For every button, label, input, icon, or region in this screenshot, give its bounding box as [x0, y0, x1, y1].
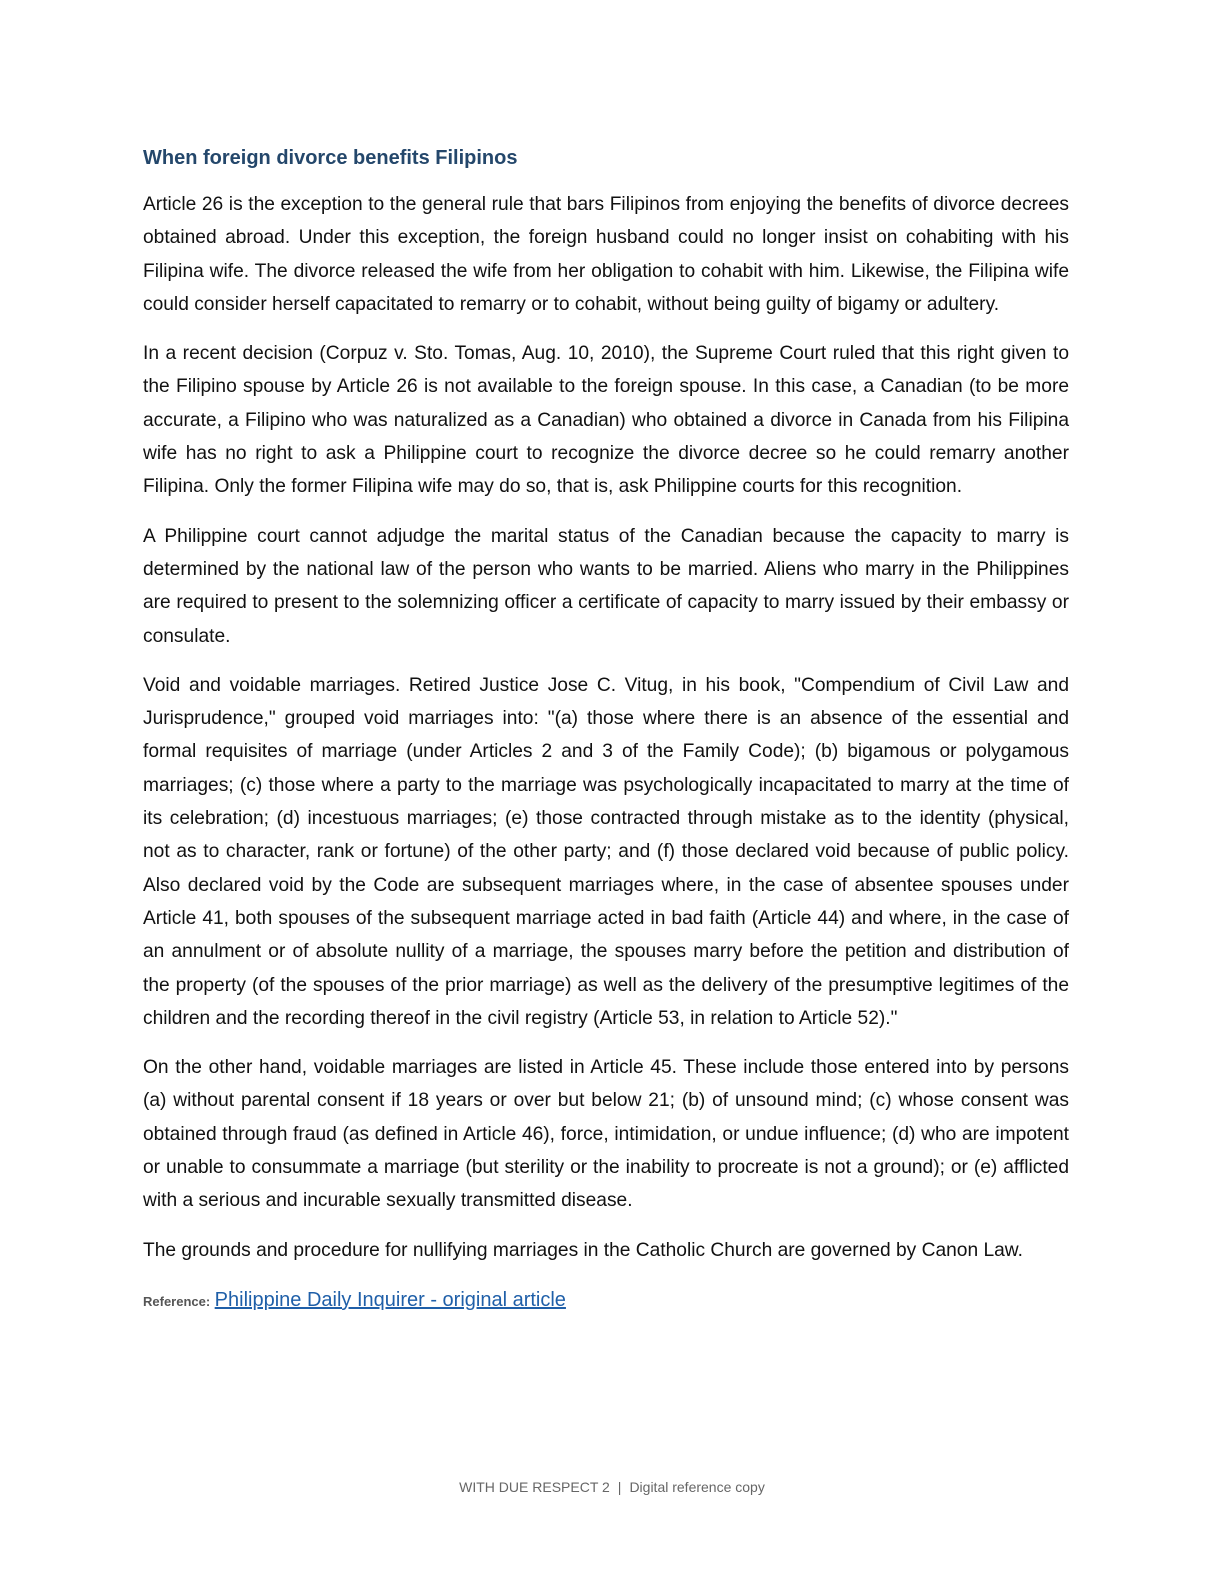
paragraph-voidable-marriages: On the other hand, voidable marriages are listed in Article 45. These include those entered into by persons (a) without parental consent if 18 years or over but below 21; (b) of unsound mind; (c) whose consent was obtained through fraud (as defined in Article 46), force, intimidation, or undue influence; (d) who are impotent or unable to consummate a marriage (but sterility or the inability to procreate is not a ground); or (e) afflicted with a serious and incurable sexually transmitted disease. — [143, 1057, 1069, 1212]
footer-note: Digital reference copy — [629, 1479, 765, 1495]
footer-separator: | — [617, 1479, 622, 1495]
reference-link[interactable]: Philippine Daily Inquirer - original article — [214, 1288, 566, 1311]
paragraph-article-26: Article 26 is the exception to the general rule that bars Filipinos from enjoying the benefits of divorce decrees obtained abroad. Under this exception, the foreign husband could no longer insist on cohabiting with his Filipina wife. The divorce released the wife from her obligation to cohabit with him. Likewise, the Filipina wife could consider herself capacitated to remarry or to cohabit, without being guilty of bigamy or adultery. — [143, 194, 1069, 315]
document-page — [143, 140, 1069, 1315]
paragraph-canon-law: The grounds and procedure for nullifying marriages in the Catholic Church are governed by Canon Law. — [143, 1239, 1023, 1261]
section-heading: When foreign divorce benefits Filipinos — [143, 147, 518, 169]
reference-line — [143, 1287, 1069, 1315]
reference-label: Reference: — [143, 1293, 211, 1309]
paragraph-void-marriages: Void and voidable marriages. Retired Justice Jose C. Vitug, in his book, "Compendium of Civil Law and Jurisprudence," grouped void marriages into: "(a) those where there is an absence of the essential and formal requisites of marriage (under Articles 2 and 3 of the Family Code); (b) bigamous or polygamous marriages; (c) those where a party to the marriage was psychologically incapacitated to marry at the time of its celebration; (d) incestuous marriages; (e) those contracted through mistake as to the identity (physical, not as to character, rank or fortune) of the other party; and (f) those declared void because of public policy. Also declared void by the Code are subsequent marriages where, in the case of absentee spouses under Article 41, both spouses of the subsequent marriage acted in bad faith (Article 44) and where, in the case of an annulment or of absolute nullity of a marriage, the spouses marry before the petition and distribution of the property (of the spouses of the prior marriage) as well as the delivery of the presumptive legitimes of the children and the recording thereof in the civil registry (Article 53, in relation to Article 52)." — [143, 674, 1069, 1029]
page-footer — [0, 1479, 1224, 1495]
paragraph-corpuz-decision: In a recent decision (Corpuz v. Sto. Tomas, Aug. 10, 2010), the Supreme Court ruled that this right given to the Filipino spouse by Article 26 is not available to the foreign spouse. In this case, a Canadian (to be more accurate, a Filipino who was naturalized as a Canadian) who obtained a divorce in Canada from his Filipina wife has no right to ask a Philippine court to recognize the divorce decree so he could remarry another Filipina. Only the former Filipina wife may do so, that is, ask Philippine courts for this recognition. — [143, 343, 1069, 498]
footer-title: WITH DUE RESPECT 2 — [459, 1479, 610, 1495]
paragraph-marital-status: A Philippine court cannot adjudge the marital status of the Canadian because the capacity to marry is determined by the national law of the person who wants to be married. Aliens who marry in the Philippines are required to present to the solemnizing officer a certificate of capacity to marry issued by their embassy or consulate. — [143, 525, 1069, 647]
